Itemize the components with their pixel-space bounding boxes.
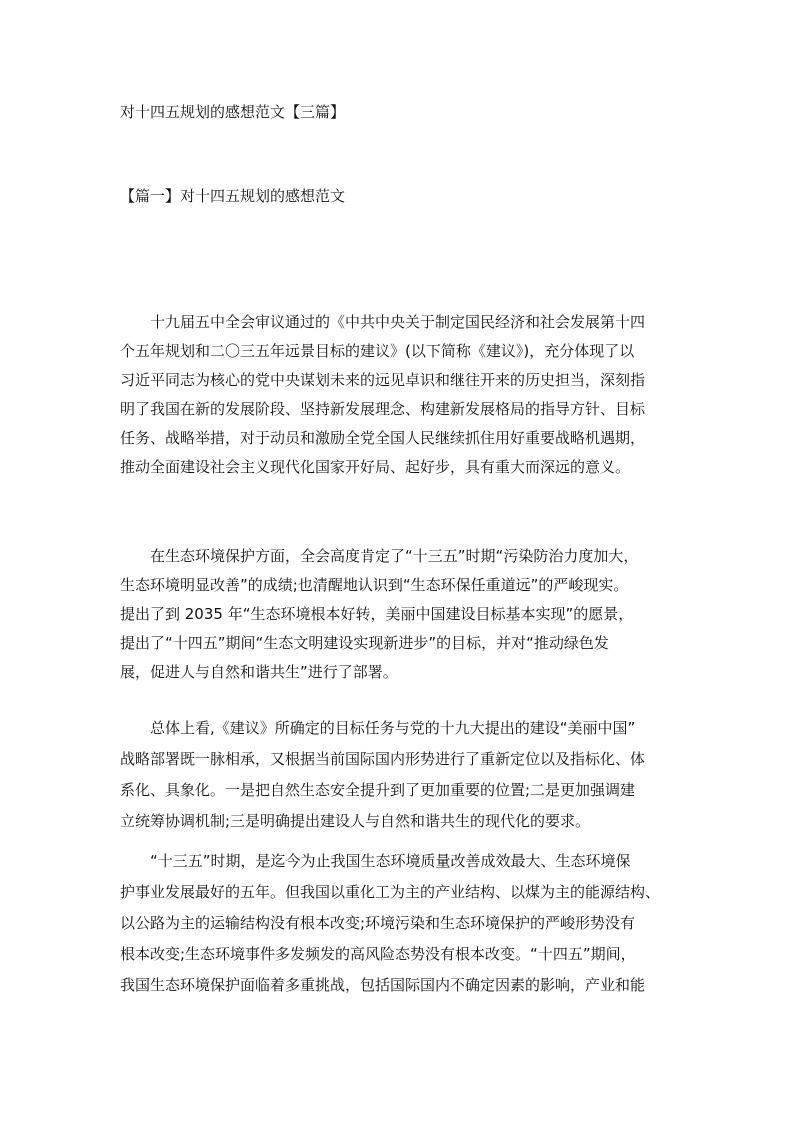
section-heading: 【篇一】对十四五规划的感想范文 — [120, 187, 346, 205]
paragraph-1-line: 个五年规划和二〇三五年远景目标的建议》(以下简称《建议》)，充分体现了以 — [120, 342, 635, 360]
paragraph-3-line: 立统筹协调机制;三是明确提出建设人与自然和谐共生的现代化的要求。 — [120, 812, 591, 830]
paragraph-2-line: 提出了“十四五”期间“生态文明建设实现新进步”的目标，并对“推动绿色发 — [120, 634, 609, 652]
document-title: 对十四五规划的感想范文【三篇】 — [120, 103, 346, 121]
paragraph-3-line: 总体上看,《建议》所确定的目标任务与党的十九大提出的建设“美丽中国” — [150, 719, 636, 737]
paragraph-1-line: 习近平同志为核心的党中央谋划未来的远见卓识和继往开来的历史担当，深刻指 — [120, 371, 646, 389]
paragraph-4-line: 根本改变;生态环境事件多发频发的高风险态势没有根本改变。“十四五”期间， — [120, 945, 636, 963]
paragraph-4-line: 我国生态环境保护面临着多重挑战，包括国际国内不确定因素的影响，产业和能 — [120, 976, 646, 994]
paragraph-2-line: 在生态环境保护方面，全会高度肯定了“十三五”时期“污染防治力度加大， — [150, 547, 639, 565]
paragraph-4-line: 护事业发展最好的五年。但我国以重化工为主的产业结构、以煤为主的能源结构、 — [120, 883, 661, 901]
paragraph-1-line: 推动全面建设社会主义现代化国家开好局、起好步，具有重大而深远的意义。 — [120, 458, 631, 476]
paragraph-4-line: “十三五”时期，是迄今为止我国生态环境质量改善成效最大、生态环境保 — [150, 852, 631, 870]
paragraph-3-line: 战略部署既一脉相承，又根据当前国际国内形势进行了重新定位以及指标化、体 — [120, 750, 646, 768]
paragraph-1-line: 任务、战略举措，对于动员和激励全党全国人民继续抓住用好重要战略机遇期， — [120, 429, 646, 447]
paragraph-4-line: 以公路为主的运输结构没有根本改变;环境污染和生态环境保护的严峻形势没有 — [120, 914, 636, 932]
paragraph-2-line: 展，促进人与自然和谐共生”进行了部署。 — [120, 663, 398, 681]
paragraph-1-line: 明了我国在新的发展阶段、坚持新发展理念、构建新发展格局的指导方针、目标 — [120, 400, 646, 418]
paragraph-2-line: 生态环境明显改善”的成绩;也清醒地认识到“生态环保任重道远”的严峻现实。 — [120, 576, 629, 594]
paragraph-2-line: 提出了到 2035 年“生态环境根本好转，美丽中国建设目标基本实现”的愿景， — [120, 605, 634, 623]
paragraph-1-line: 十九届五中全会审议通过的《中共中央关于制定国民经济和社会发展第十四 — [150, 313, 646, 331]
paragraph-3-line: 系化、具象化。一是把自然生态安全提升到了更加重要的位置;二是更加强调建 — [120, 781, 636, 799]
